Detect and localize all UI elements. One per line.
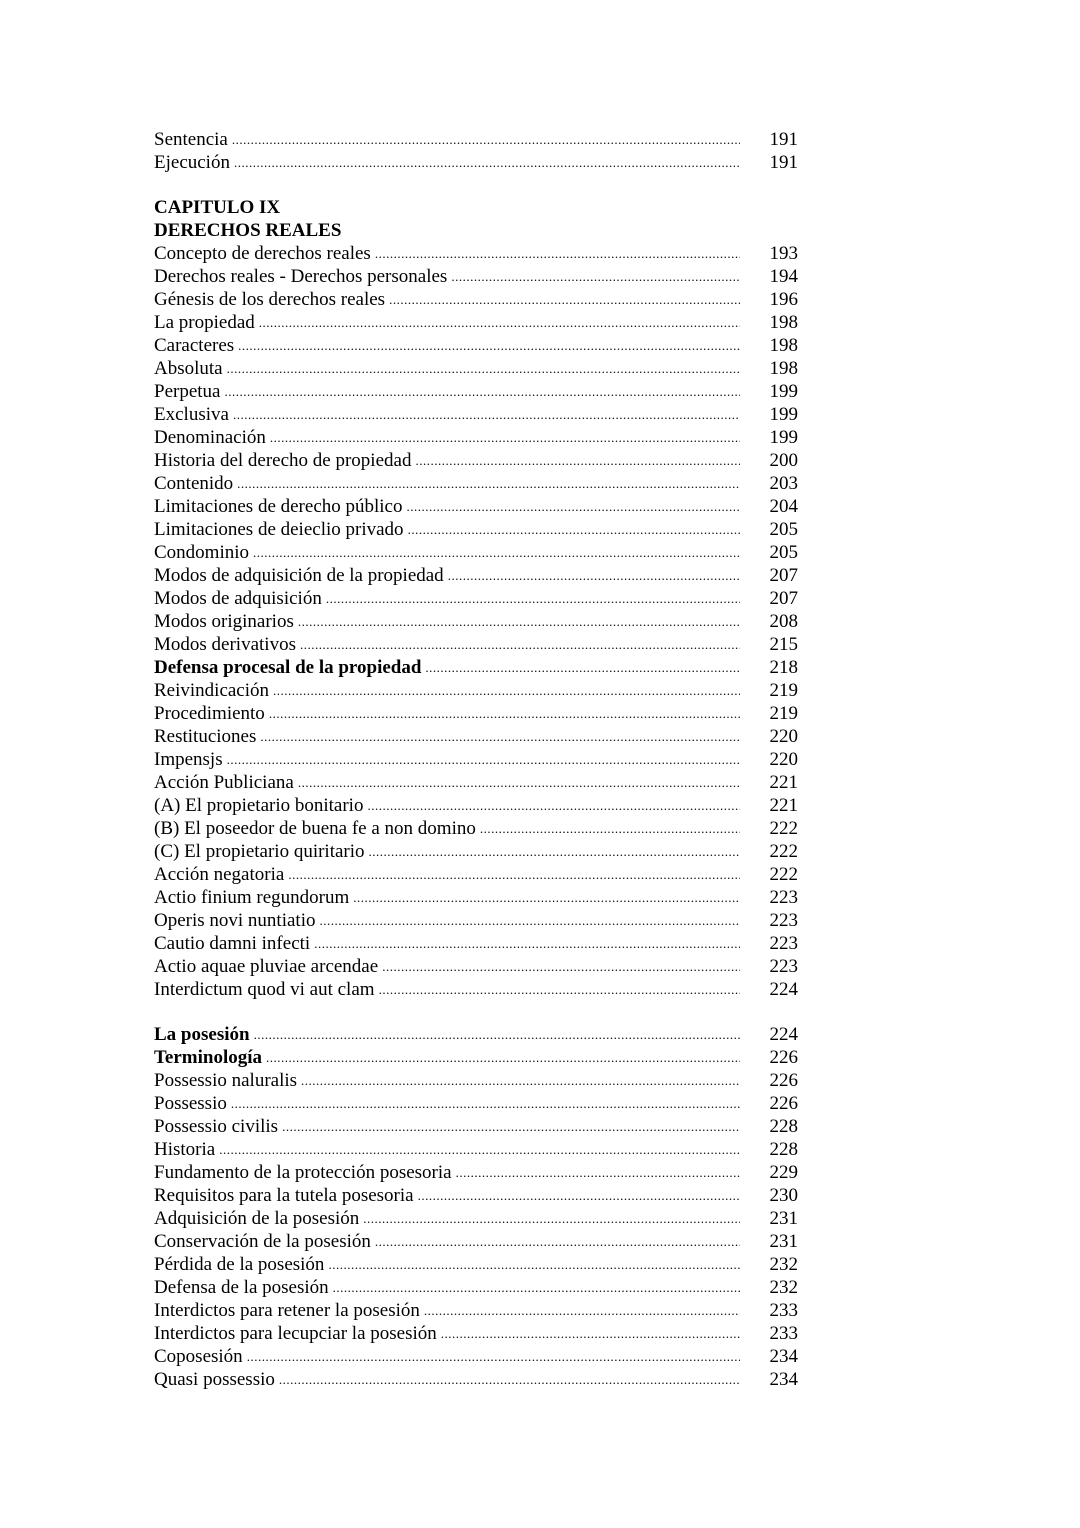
chapter-entries-list (154, 242, 800, 1001)
toc-entry-label: Exclusiva (154, 404, 229, 425)
toc-entry-label: (B) El poseedor de buena fe a non domino (154, 818, 476, 839)
pre-entries-list (154, 128, 800, 174)
toc-entry-label: Interdictos para retener la posesión (154, 1300, 420, 1321)
toc-entry-label: Pérdida de la posesión (154, 1254, 325, 1275)
toc-entry-label: Possessio (154, 1093, 227, 1114)
toc-entry (154, 1046, 800, 1069)
toc-entry-label: Fundamento de la protección posesoria (154, 1162, 452, 1183)
dot-leader (298, 771, 740, 794)
toc-entry (154, 426, 800, 449)
toc-entry (154, 1138, 800, 1161)
toc-entry (154, 1276, 800, 1299)
toc-entry (154, 380, 800, 403)
toc-entry-page: 221 (769, 795, 798, 816)
dot-leader (247, 1345, 740, 1368)
dot-leader (266, 1046, 740, 1069)
toc-entry (154, 1092, 800, 1115)
toc-entry (154, 610, 800, 633)
toc-entry (154, 863, 800, 886)
toc-entry (154, 1368, 800, 1391)
toc-entry-label: Limitaciones de deieclio privado (154, 519, 404, 540)
toc-entry (154, 564, 800, 587)
dot-leader (288, 863, 740, 886)
toc-entry-page: 223 (769, 910, 798, 931)
toc-entry (154, 1161, 800, 1184)
toc-entry-page: 220 (769, 749, 798, 770)
toc-entry-page: 231 (769, 1231, 798, 1252)
dot-leader (273, 679, 740, 702)
dot-leader (301, 1069, 740, 1092)
toc-entry-label: Acción Publiciana (154, 772, 294, 793)
section-gap (154, 174, 800, 196)
chapter-title: DERECHOS REALES (154, 220, 342, 241)
dot-leader (219, 1138, 740, 1161)
dot-leader (254, 1023, 740, 1046)
toc-entry-label: Concepto de derechos reales (154, 243, 371, 264)
toc-entry-page: 203 (769, 473, 798, 494)
toc-entry-page: 199 (769, 427, 798, 448)
toc-entry-label: Modos de adquisición de la propiedad (154, 565, 444, 586)
toc-entry-label: (C) El propietario quiritario (154, 841, 365, 862)
toc-entry (154, 633, 800, 656)
toc-entry (154, 587, 800, 610)
toc-entry-page: 204 (769, 496, 798, 517)
toc-entry-label: Conservación de la posesión (154, 1231, 371, 1252)
toc-entry-label: Possessio naluralis (154, 1070, 298, 1091)
dot-leader (232, 128, 740, 151)
dot-leader (253, 541, 740, 564)
toc-entry (154, 288, 800, 311)
toc-entry-label: Absoluta (154, 358, 223, 379)
toc-entry-label: La posesión (154, 1024, 250, 1045)
toc-entry-page: 207 (769, 588, 798, 609)
toc-entry (154, 449, 800, 472)
toc-entry-label: Limitaciones de derecho público (154, 496, 403, 517)
toc-entry-label: Modos originarios (154, 611, 294, 632)
dot-leader (279, 1368, 740, 1391)
toc-entry-label: Modos de adquisición (154, 588, 322, 609)
toc-entry-page: 218 (769, 657, 798, 678)
toc-entry (154, 495, 800, 518)
toc-entry (154, 656, 800, 679)
dot-leader (224, 380, 740, 403)
toc-entry-page: 207 (769, 565, 798, 586)
toc-entry-label: Caracteres (154, 335, 235, 356)
toc-entry (154, 1207, 800, 1230)
dot-leader (375, 242, 740, 265)
toc-entry-page: 229 (769, 1162, 798, 1183)
toc-entry-label: Procedimiento (154, 703, 265, 724)
toc-entry-label: Modos derivativos (154, 634, 296, 655)
dot-leader (326, 587, 740, 610)
toc-entry-page: 226 (769, 1070, 798, 1091)
toc-entry-label: Restituciones (154, 726, 257, 747)
toc-entry-page: 234 (769, 1369, 798, 1390)
table-of-contents (154, 128, 800, 1391)
toc-entry (154, 679, 800, 702)
toc-entry-label: Ejecución (154, 152, 230, 173)
toc-entry (154, 955, 800, 978)
toc-entry (154, 817, 800, 840)
dot-leader (282, 1115, 740, 1138)
toc-entry-page: 226 (769, 1047, 798, 1068)
toc-entry-label: Interdictum quod vi aut clam (154, 979, 375, 1000)
toc-entry-page: 228 (769, 1139, 798, 1160)
toc-entry-label: La propiedad (154, 312, 255, 333)
dot-leader (227, 748, 740, 771)
toc-entry (154, 151, 800, 174)
toc-entry (154, 541, 800, 564)
toc-entry-page: 232 (769, 1277, 798, 1298)
toc-entry-page: 205 (769, 519, 798, 540)
toc-entry (154, 794, 800, 817)
toc-entry-label: Derechos reales - Derechos personales (154, 266, 448, 287)
dot-leader (407, 495, 741, 518)
chapter-number: CAPITULO IX (154, 197, 281, 218)
toc-entry-label: Historia (154, 1139, 216, 1160)
toc-entry (154, 472, 800, 495)
toc-entry-page: 205 (769, 542, 798, 563)
toc-entry-label: Requisitos para la tutela posesoria (154, 1185, 414, 1206)
dot-leader (300, 633, 740, 656)
dot-leader (238, 334, 740, 357)
toc-entry-label: Historia del derecho de propiedad (154, 450, 412, 471)
toc-entry-page: 219 (769, 703, 798, 724)
dot-leader (231, 1092, 740, 1115)
dot-leader (424, 1299, 740, 1322)
toc-entry-page: 196 (769, 289, 798, 310)
dot-leader (260, 725, 740, 748)
dot-leader (333, 1276, 740, 1299)
dot-leader (367, 794, 740, 817)
toc-entry-page: 222 (769, 841, 798, 862)
toc-entry (154, 1299, 800, 1322)
toc-entry (154, 334, 800, 357)
toc-entry (154, 1253, 800, 1276)
toc-entry-page: 215 (769, 634, 798, 655)
toc-entry (154, 1023, 800, 1046)
toc-entry-page: 230 (769, 1185, 798, 1206)
toc-entry (154, 702, 800, 725)
toc-entry-label: Defensa procesal de la propiedad (154, 657, 422, 678)
toc-entry-page: 222 (769, 818, 798, 839)
dot-leader (425, 656, 740, 679)
dot-leader (389, 288, 740, 311)
toc-entry-label: Acción negatoria (154, 864, 285, 885)
dot-leader (314, 932, 740, 955)
dot-leader (480, 817, 740, 840)
dot-leader (456, 1161, 740, 1184)
toc-entry-page: 193 (769, 243, 798, 264)
toc-entry-label: Terminología (154, 1047, 263, 1068)
toc-entry (154, 909, 800, 932)
toc-entry-page: 231 (769, 1208, 798, 1229)
toc-entry-label: Actio aquae pluviae arcendae (154, 956, 379, 977)
toc-entry-label: Possessio civilis (154, 1116, 279, 1137)
toc-entry-label: Contenido (154, 473, 234, 494)
toc-entry-label: Reivindicación (154, 680, 270, 701)
toc-entry (154, 771, 800, 794)
toc-entry (154, 265, 800, 288)
toc-entry-page: 198 (769, 335, 798, 356)
toc-entry-page: 228 (769, 1116, 798, 1137)
toc-entry-label: Quasi possessio (154, 1369, 275, 1390)
toc-entry-page: 194 (769, 266, 798, 287)
dot-leader (415, 449, 740, 472)
toc-entry-page: 223 (769, 956, 798, 977)
toc-entry-page: 199 (769, 381, 798, 402)
dot-leader (270, 426, 740, 449)
toc-entry-page: 226 (769, 1093, 798, 1114)
toc-entry (154, 1069, 800, 1092)
toc-entry-page: 224 (769, 979, 798, 1000)
toc-entry-page: 198 (769, 312, 798, 333)
dot-leader (375, 1230, 740, 1253)
toc-entry (154, 886, 800, 909)
dot-leader (234, 151, 740, 174)
toc-entry-label: Actio finium regundorum (154, 887, 350, 908)
toc-entry-label: Perpetua (154, 381, 221, 402)
toc-entry-label: Cautio damni infecti (154, 933, 311, 954)
toc-entry-label: Denominación (154, 427, 266, 448)
toc-entry-page: 191 (769, 129, 798, 150)
toc-entry-label: Impensjs (154, 749, 223, 770)
toc-entry (154, 1322, 800, 1345)
dot-leader (227, 357, 740, 380)
toc-entry (154, 311, 800, 334)
toc-entry-label: Condominio (154, 542, 250, 563)
dot-leader (353, 886, 740, 909)
toc-entry (154, 1345, 800, 1368)
toc-entry-page: 198 (769, 358, 798, 379)
toc-entry-label: Génesis de los derechos reales (154, 289, 386, 310)
dot-leader (237, 472, 740, 495)
toc-entry (154, 518, 800, 541)
toc-entry-page: 232 (769, 1254, 798, 1275)
toc-entry (154, 1184, 800, 1207)
toc-entry-label: Coposesión (154, 1346, 243, 1367)
toc-entry-label: Adquisición de la posesión (154, 1208, 360, 1229)
toc-entry (154, 1230, 800, 1253)
toc-entry (154, 748, 800, 771)
toc-entry (154, 932, 800, 955)
posesion-entries-list (154, 1023, 800, 1391)
toc-entry-label: Defensa de la posesión (154, 1277, 329, 1298)
toc-entry (154, 1115, 800, 1138)
toc-entry (154, 128, 800, 151)
toc-entry-page: 191 (769, 152, 798, 173)
dot-leader (382, 955, 740, 978)
toc-entry (154, 242, 800, 265)
toc-entry-label: Operis novi nuntiatio (154, 910, 316, 931)
dot-leader (379, 978, 740, 1001)
toc-entry-page: 223 (769, 887, 798, 908)
dot-leader (369, 840, 740, 863)
dot-leader (418, 1184, 740, 1207)
toc-entry-page: 233 (769, 1300, 798, 1321)
toc-entry-page: 219 (769, 680, 798, 701)
toc-entry-page: 223 (769, 933, 798, 954)
dot-leader (328, 1253, 740, 1276)
toc-entry-label: (A) El propietario bonitario (154, 795, 364, 816)
toc-entry (154, 403, 800, 426)
toc-entry (154, 725, 800, 748)
dot-leader (233, 403, 740, 426)
dot-leader (408, 518, 740, 541)
toc-entry-page: 234 (769, 1346, 798, 1367)
section-gap (154, 1001, 800, 1023)
dot-leader (319, 909, 740, 932)
toc-entry-page: 200 (769, 450, 798, 471)
toc-entry (154, 840, 800, 863)
toc-entry-page: 222 (769, 864, 798, 885)
dot-leader (298, 610, 740, 633)
toc-entry (154, 978, 800, 1001)
dot-leader (448, 564, 740, 587)
dot-leader (363, 1207, 740, 1230)
dot-leader (259, 311, 740, 334)
dot-leader (441, 1322, 740, 1345)
toc-entry-page: 224 (769, 1024, 798, 1045)
toc-entry-page: 221 (769, 772, 798, 793)
toc-entry-page: 220 (769, 726, 798, 747)
toc-entry-page: 208 (769, 611, 798, 632)
toc-entry-label: Sentencia (154, 129, 228, 150)
toc-entry-page: 199 (769, 404, 798, 425)
toc-entry-page: 233 (769, 1323, 798, 1344)
toc-entry-label: Interdictos para lecupciar la posesión (154, 1323, 437, 1344)
toc-entry (154, 357, 800, 380)
dot-leader (269, 702, 740, 725)
dot-leader (451, 265, 740, 288)
